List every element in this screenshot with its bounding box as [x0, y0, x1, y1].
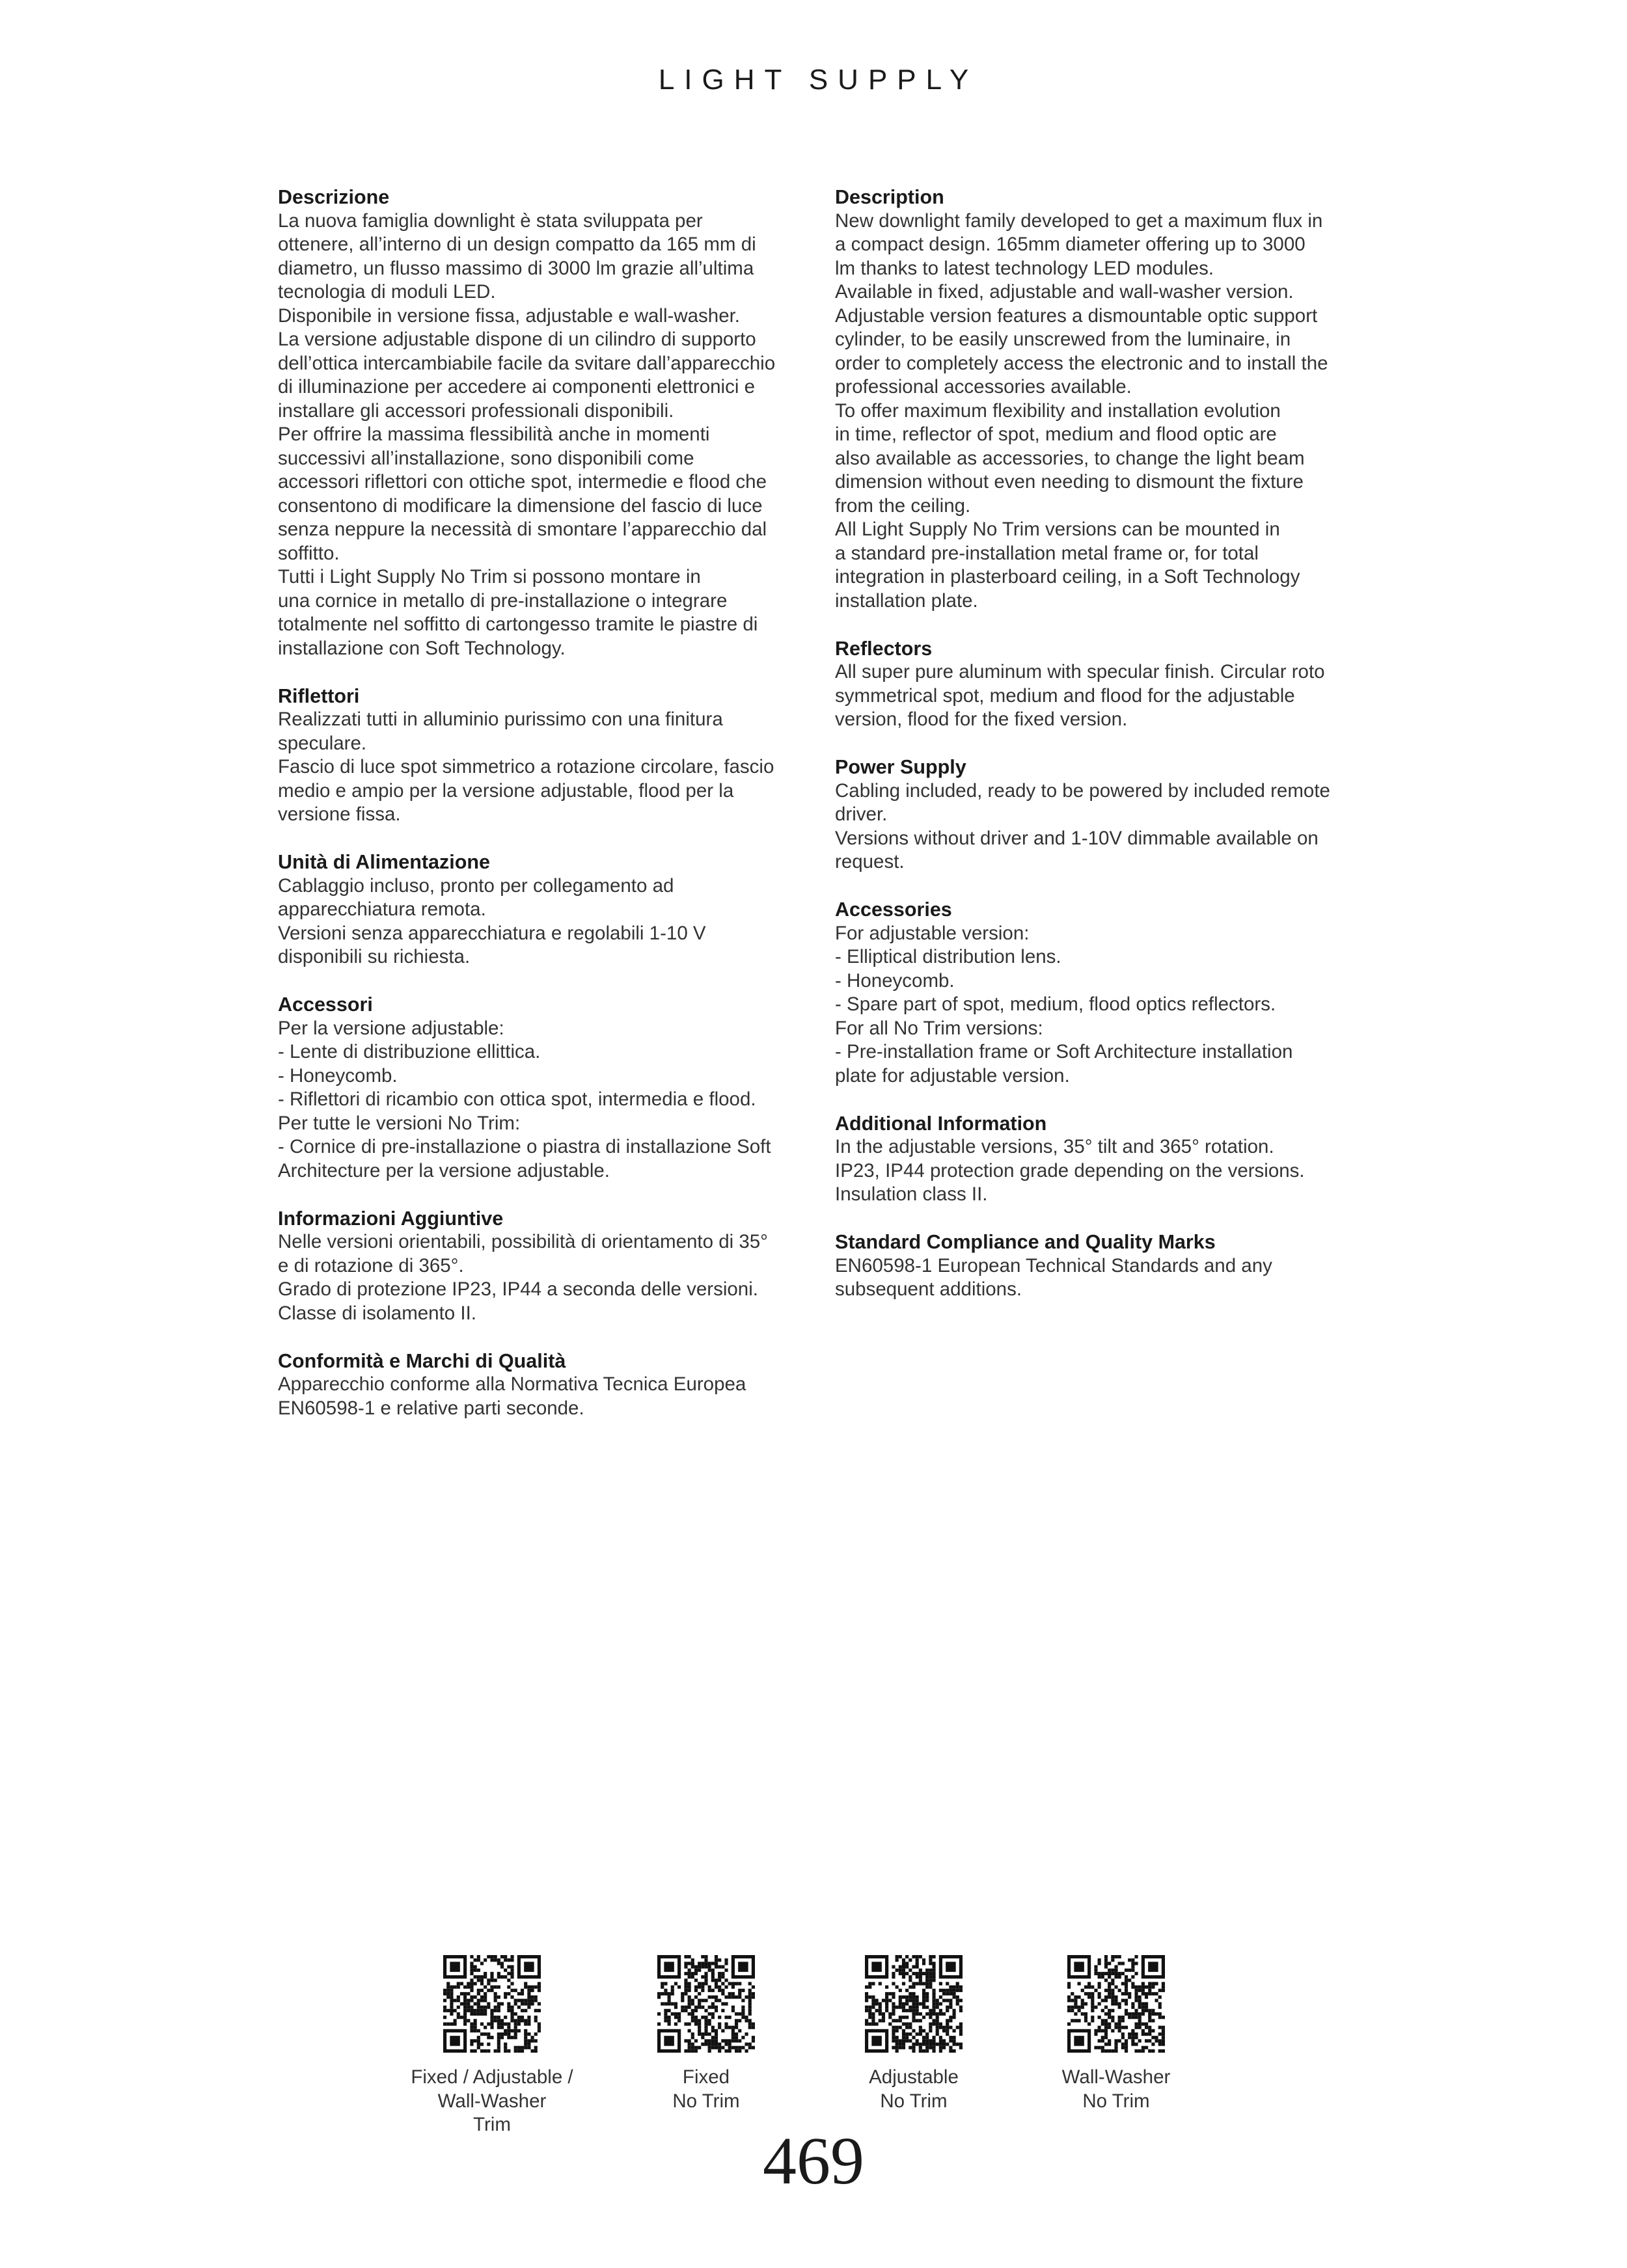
text-line: plate for adjustable version. [835, 1064, 1070, 1087]
qr-label [1019, 2066, 1214, 2113]
text-line: Tutti i Light Supply No Trim si possono montare in [278, 566, 701, 587]
text-line: All super pure aluminum with specular finish. Circular roto [835, 661, 1325, 682]
qr-label-line: No Trim [1082, 2090, 1150, 2112]
text-line: Insulation class II. [835, 1183, 988, 1205]
qr-item-fixed-no-trim[interactable] [608, 1955, 804, 2113]
text-line: Apparecchio conforme alla Normativa Tecnica Europea [278, 1373, 746, 1395]
section-heading: Conformità e Marchi di Qualità [278, 1349, 566, 1372]
section-reflectors [835, 637, 1356, 732]
text-line: - Lente di distribuzione ellittica. [278, 1041, 541, 1062]
qr-code-row [0, 1955, 1627, 2150]
text-line: disponibili su richiesta. [278, 946, 471, 967]
text-line: symmetrical spot, medium and flood for the adjustable [835, 684, 1295, 707]
text-line: - Honeycomb. [835, 969, 955, 992]
text-line: Cablaggio incluso, pronto per collegamento ad [278, 874, 674, 897]
text-line: dell’ottica intercambiabile facile da svitare dall’apparecchio [278, 352, 776, 374]
text-line: - Cornice di pre-installazione o piastra di installazione Soft [278, 1136, 771, 1157]
qr-label [608, 2066, 804, 2113]
section-heading: Descrizione [278, 186, 390, 208]
text-line: a standard pre-installation metal frame or, for total [835, 542, 1259, 564]
text-line: La versione adjustable dispone di un cilindro di supporto [278, 329, 756, 350]
section-accessories [835, 898, 1356, 1088]
section-power-supply [835, 755, 1356, 874]
section-heading: Additional Information [835, 1112, 1047, 1135]
text-line: To offer maximum flexibility and installation evolution [835, 399, 1281, 422]
qr-label-line: Fixed / Adjustable / [411, 2066, 573, 2088]
section-heading: Accessori [278, 993, 373, 1016]
text-line: speculare. [278, 732, 367, 754]
section-heading: Power Supply [835, 756, 966, 778]
text-line: IP23, IP44 protection grade depending on the versions. [835, 1159, 1305, 1181]
text-line: Available in fixed, adjustable and wall-washer version. [835, 281, 1294, 303]
text-line: medio e ampio per la versione adjustable, flood per la [278, 779, 734, 802]
text-line: cylinder, to be easily unscrewed from the luminaire, in [835, 329, 1291, 350]
text-line: order to completely access the electronic and to install the [835, 352, 1328, 374]
text-line: totalmente nel soffitto di cartongesso tramite le piastre di [278, 614, 758, 635]
qr-label-line: Wall-Washer [1061, 2066, 1171, 2088]
text-line: Per offrire la massima flessibilità anche in momenti [278, 424, 710, 445]
text-line: For adjustable version: [835, 922, 1030, 944]
qr-label [816, 2066, 1011, 2113]
section-alimentazione [278, 850, 799, 969]
page-title: LIGHT SUPPLY [658, 64, 979, 96]
text-line: In the adjustable versions, 35° tilt and 365° rotation. [835, 1136, 1274, 1157]
text-line: Per la versione adjustable: [278, 1017, 504, 1039]
text-line: Cabling included, ready to be powered by included remote [835, 779, 1330, 802]
text-line: apparecchiatura remota. [278, 898, 486, 920]
text-line: EN60598-1 e relative parti seconde. [278, 1397, 584, 1419]
qr-code-icon[interactable] [1067, 1955, 1165, 2053]
qr-label-line: Trim [473, 2114, 511, 2135]
text-line: successivi all’installazione, sono disponibili come [278, 447, 694, 469]
text-line: subsequent additions. [835, 1278, 1022, 1300]
text-line: request. [835, 851, 905, 872]
text-line: - Pre-installation frame or Soft Architecture installation [835, 1041, 1293, 1062]
text-line: installazione con Soft Technology. [278, 637, 566, 659]
text-line: senza neppure la necessità di smontare l’apparecchio dal [278, 519, 767, 540]
qr-label-line: Adjustable [869, 2066, 959, 2088]
text-line: e di rotazione di 365°. [278, 1254, 464, 1276]
section-riflettori [278, 684, 799, 827]
section-additional-information [835, 1112, 1356, 1207]
section-heading: Informazioni Aggiuntive [278, 1207, 504, 1230]
text-line: tecnologia di moduli LED. [278, 281, 496, 303]
text-line: professional accessories available. [835, 376, 1132, 398]
text-line: integration in plasterboard ceiling, in a Soft Technology [835, 566, 1300, 587]
qr-label-line: Wall-Washer [437, 2090, 547, 2112]
text-line: installation plate. [835, 589, 978, 612]
text-line: soffitto. [278, 542, 340, 564]
text-line: Adjustable version features a dismountable optic support [835, 304, 1318, 327]
text-line: consentono di modificare la dimensione del fascio di luce [278, 494, 763, 517]
text-line: Realizzati tutti in alluminio purissimo con una finitura [278, 709, 723, 730]
text-line: Fascio di luce spot simmetrico a rotazione circolare, fascio [278, 756, 774, 777]
qr-item-fixed-adjustable-wallwasher-trim[interactable] [394, 1955, 590, 2137]
section-descrizione [278, 185, 799, 660]
english-column [835, 185, 1356, 1325]
qr-code-icon[interactable] [443, 1955, 541, 2053]
text-line: Grado di protezione IP23, IP44 a seconda delle versioni. [278, 1278, 758, 1300]
text-line: versione fissa. [278, 803, 401, 825]
text-line: All Light Supply No Trim versions can be mounted in [835, 519, 1280, 540]
text-line: in time, reflector of spot, medium and flood optic are [835, 424, 1277, 445]
text-line: Per tutte le versioni No Trim: [278, 1112, 521, 1134]
text-line: di illuminazione per accedere ai componenti elettronici e [278, 376, 755, 398]
text-line: driver. [835, 803, 888, 825]
section-description [835, 185, 1356, 613]
section-heading: Riflettori [278, 684, 360, 707]
text-line: La nuova famiglia downlight è stata sviluppata per [278, 209, 703, 232]
section-standard-compliance [835, 1230, 1356, 1302]
text-line: - Elliptical distribution lens. [835, 946, 1061, 967]
text-line: Disponibile in versione fissa, adjustable e wall-washer. [278, 304, 741, 327]
section-heading: Standard Compliance and Quality Marks [835, 1231, 1216, 1253]
text-line: - Riflettori di ricambio con ottica spot, intermedia e flood. [278, 1088, 756, 1110]
text-line: - Honeycomb. [278, 1064, 398, 1087]
text-line: - Spare part of spot, medium, flood optics reflectors. [835, 993, 1276, 1015]
text-line: EN60598-1 European Technical Standards and any [835, 1254, 1272, 1276]
text-line: Nelle versioni orientabili, possibilità di orientamento di 35° [278, 1231, 768, 1252]
text-line: diametro, un flusso massimo di 3000 lm grazie all’ultima [278, 257, 754, 279]
text-line: installare gli accessori professionali disponibili. [278, 399, 674, 422]
section-heading: Description [835, 186, 944, 208]
text-line: version, flood for the fixed version. [835, 709, 1128, 730]
qr-label-line: No Trim [672, 2090, 740, 2112]
text-line: una cornice in metallo di pre-installazione o integrare [278, 589, 728, 612]
text-line: Classe di isolamento II. [278, 1302, 476, 1324]
section-heading: Reflectors [835, 637, 933, 660]
text-line: For all No Trim versions: [835, 1017, 1043, 1039]
italian-column [278, 185, 799, 1444]
section-informazioni [278, 1207, 799, 1326]
section-conformita [278, 1349, 799, 1421]
qr-label-line: Fixed [682, 2066, 730, 2088]
qr-label-line: No Trim [880, 2090, 948, 2112]
text-line: New downlight family developed to get a maximum flux in [835, 209, 1323, 232]
text-line: Architecture per la versione adjustable. [278, 1159, 610, 1181]
text-line: Versioni senza apparecchiatura e regolabili 1-10 V [278, 922, 706, 944]
qr-item-adjustable-no-trim[interactable] [816, 1955, 1011, 2113]
text-line: lm thanks to latest technology LED modules. [835, 257, 1214, 279]
qr-code-icon[interactable] [657, 1955, 755, 2053]
section-accessori [278, 993, 799, 1183]
qr-item-wallwasher-no-trim[interactable] [1019, 1955, 1214, 2113]
text-line: Versions without driver and 1-10V dimmable available on [835, 827, 1319, 849]
qr-code-icon[interactable] [865, 1955, 963, 2053]
section-heading: Accessories [835, 898, 952, 921]
text-line: also available as accessories, to change the light beam [835, 447, 1305, 469]
text-line: dimension without even needing to dismount the fixture [835, 471, 1304, 493]
text-line: ottenere, all’interno di un design compatto da 165 mm di [278, 234, 756, 255]
text-line: a compact design. 165mm diameter offering up to 3000 [835, 234, 1306, 255]
text-line: accessori riflettori con ottiche spot, intermedie e flood che [278, 471, 767, 493]
page-number: 469 [763, 2124, 864, 2198]
text-line: from the ceiling. [835, 494, 971, 517]
section-heading: Unità di Alimentazione [278, 851, 490, 873]
